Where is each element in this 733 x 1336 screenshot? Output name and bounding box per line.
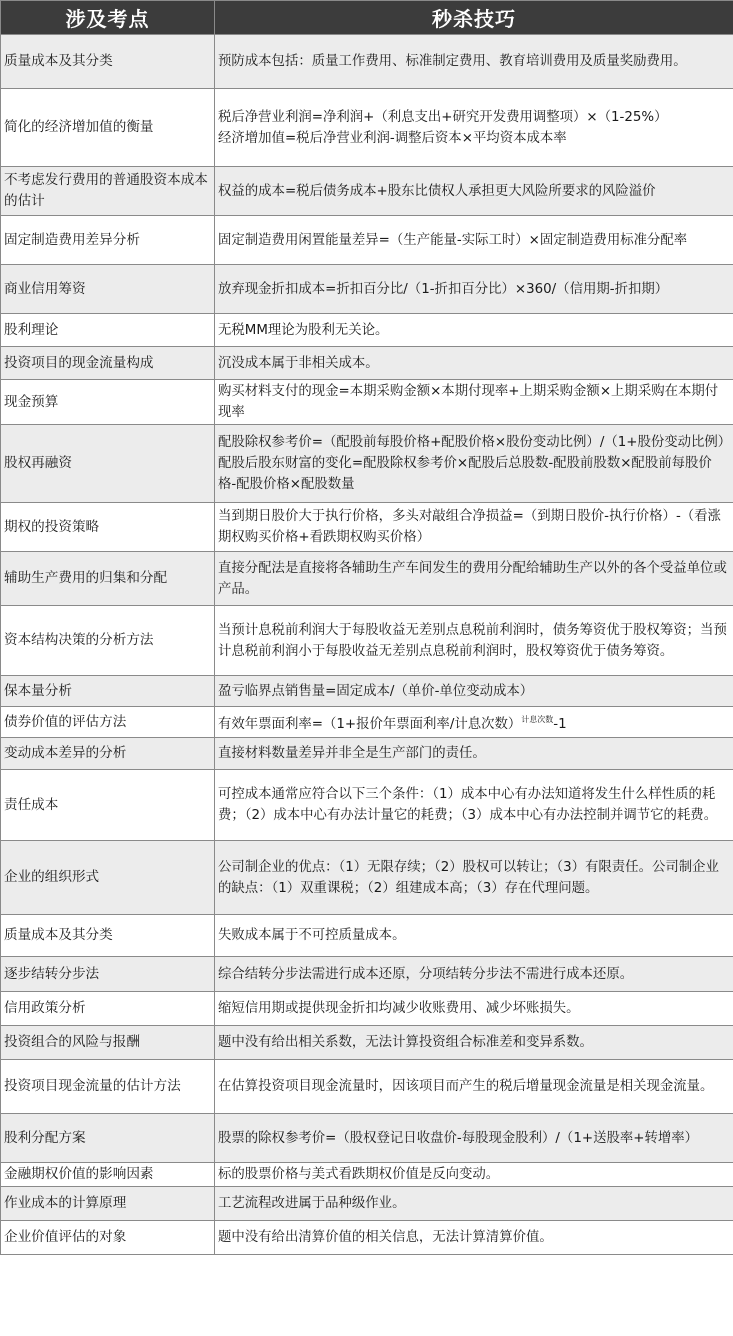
topic-cell: 责任成本 <box>1 770 215 841</box>
table-row <box>1 347 733 380</box>
tip-cell <box>215 1114 733 1163</box>
topic-cell: 企业的组织形式 <box>1 841 215 915</box>
topic-cell: 股权再融资 <box>1 425 215 503</box>
topic-cell: 作业成本的计算原理 <box>1 1187 215 1221</box>
table-row <box>1 606 733 676</box>
tip-line: 无税MM理论为股利无关论。 <box>218 322 389 338</box>
tip-line: 工艺流程改进属于品种级作业。 <box>218 1196 406 1211</box>
tip-line: 题中没有给出清算价值的相关信息，无法计算清算价值。 <box>218 1230 553 1245</box>
table-row <box>1 915 733 957</box>
tip-formula: 有效年票面利率=（1+报价年票面利率/计息次数） <box>218 717 522 732</box>
topic-cell: 现金预算 <box>1 380 215 425</box>
tip-line: 失败成本属于不可控质量成本。 <box>218 928 406 943</box>
table-row <box>1 89 733 167</box>
table-row <box>1 770 733 841</box>
tip-line <box>218 709 729 735</box>
tip-cell <box>215 841 733 915</box>
topic-cell: 质量成本及其分类 <box>1 915 215 957</box>
topic-cell: 债券价值的评估方法 <box>1 707 215 738</box>
tip-cell <box>215 265 733 314</box>
table-row <box>1 35 733 89</box>
topic-cell: 保本量分析 <box>1 676 215 707</box>
table-row <box>1 841 733 915</box>
tip-cell <box>215 503 733 552</box>
table-row <box>1 1163 733 1187</box>
tip-cell <box>215 347 733 380</box>
tip-cell <box>215 552 733 606</box>
tip-cell <box>215 35 733 89</box>
table-row <box>1 503 733 552</box>
topic-cell: 信用政策分析 <box>1 992 215 1026</box>
tip-cell <box>215 1187 733 1221</box>
tip-line: 标的股票价格与美式看跌期权价值是反向变动。 <box>218 1167 500 1182</box>
tip-line: 权益的成本=税后债务成本+股东比债权人承担更大风险所要求的风险溢价 <box>218 183 656 199</box>
tip-line: 配股后股东财富的变化=配股除权参考价×配股后总股数-配股前股数×配股前每股价格-配股价格×配股数量 <box>218 456 712 492</box>
tip-line: 股票的除权参考价=（股权登记日收盘价-每股现金股利）/（1+送股率+转增率） <box>218 1130 699 1146</box>
table-row <box>1 265 733 314</box>
topic-cell: 逐步结转分步法 <box>1 957 215 992</box>
table-row <box>1 425 733 503</box>
table-row <box>1 380 733 425</box>
header-row <box>1 1 733 35</box>
table-row <box>1 707 733 738</box>
topic-cell: 简化的经济增加值的衡量 <box>1 89 215 167</box>
topic-cell: 不考虑发行费用的普通股资本成本的估计 <box>1 167 215 216</box>
tip-line: 购买材料支付的现金=本期采购金额×本期付现率+上期采购金额×上期采购在本期付现率 <box>218 384 719 420</box>
topic-cell: 投资项目的现金流量构成 <box>1 347 215 380</box>
tip-line: 公司制企业的优点：（1）无限存续；（2）股权可以转让；（3）有限责任。公司制企业的缺点：（1）双重课税；（2）组建成本高；（3）存在代理问题。 <box>218 859 719 896</box>
tip-cell <box>215 707 733 738</box>
tip-line: 缩短信用期或提供现金折扣均减少收账费用、减少坏账损失。 <box>218 1001 580 1016</box>
tip-cell <box>215 314 733 347</box>
topic-cell: 股利理论 <box>1 314 215 347</box>
topic-cell: 资本结构决策的分析方法 <box>1 606 215 676</box>
tip-line: 盈亏临界点销售量=固定成本/（单价-单位变动成本） <box>218 683 534 699</box>
topic-cell: 期权的投资策略 <box>1 503 215 552</box>
header-topic: 涉及考点 <box>1 1 215 35</box>
table-row <box>1 216 733 265</box>
table-row <box>1 992 733 1026</box>
tip-cell <box>215 167 733 216</box>
table-row <box>1 1187 733 1221</box>
tip-cell <box>215 606 733 676</box>
topic-cell: 金融期权价值的影响因素 <box>1 1163 215 1187</box>
tip-line: 当预计息税前利润大于每股收益无差别点息税前利润时，债务筹资优于股权筹资；当预计息税前利润小于每股收益无差别点息税前利润时，股权筹资优于债务筹资。 <box>218 622 727 659</box>
table-row <box>1 676 733 707</box>
tip-exponent: 计息次数 <box>521 715 554 724</box>
topic-cell: 辅助生产费用的归集和分配 <box>1 552 215 606</box>
tip-line: 在估算投资项目现金流量时，因该项目而产生的税后增量现金流量是相关现金流量。 <box>218 1079 714 1094</box>
topic-cell: 企业价值评估的对象 <box>1 1221 215 1255</box>
tip-cell <box>215 380 733 425</box>
tip-cell <box>215 770 733 841</box>
tip-line: 沉没成本属于非相关成本。 <box>218 355 379 371</box>
tip-line: 税后净营业利润=净利润+（利息支出+研究开发费用调整项）×（1-25%） <box>218 109 668 125</box>
table-body <box>1 35 733 1255</box>
tip-line: 可控成本通常应符合以下三个条件：（1）成本中心有办法知道将发生什么样性质的耗费；（2）成本中心有办法计量它的耗费；（3）成本中心有办法控制并调节它的耗费。 <box>218 787 718 823</box>
tip-line: 放弃现金折扣成本=折扣百分比/（1-折扣百分比）×360/（信用期-折扣期） <box>218 281 669 297</box>
topic-cell: 质量成本及其分类 <box>1 35 215 89</box>
tip-cell <box>215 1163 733 1187</box>
topic-cell: 变动成本差异的分析 <box>1 738 215 770</box>
tip-cell <box>215 425 733 503</box>
table-row <box>1 167 733 216</box>
table-row <box>1 1060 733 1114</box>
tip-line: 经济增加值=税后净营业利润-调整后资本×平均资本成本率 <box>218 130 567 146</box>
tip-cell <box>215 915 733 957</box>
tip-cell <box>215 89 733 167</box>
tip-tail: -1 <box>553 717 567 732</box>
tip-cell <box>215 992 733 1026</box>
table-row <box>1 552 733 606</box>
tip-cell <box>215 676 733 707</box>
table-row <box>1 1114 733 1163</box>
tip-cell <box>215 216 733 265</box>
tip-line: 固定制造费用闲置能量差异=（生产能量-实际工时）×固定制造费用标准分配率 <box>218 232 688 248</box>
tip-line: 预防成本包括：质量工作费用、标准制定费用、教育培训费用及质量奖励费用。 <box>218 54 687 69</box>
topic-cell: 投资组合的风险与报酬 <box>1 1026 215 1060</box>
tip-line: 题中没有给出相关系数，无法计算投资组合标准差和变异系数。 <box>218 1035 593 1050</box>
tip-cell <box>215 738 733 770</box>
tip-cell <box>215 1026 733 1060</box>
table-row <box>1 738 733 770</box>
tip-line: 综合结转分步法需进行成本还原，分项结转分步法不需进行成本还原。 <box>218 966 634 982</box>
tip-cell <box>215 1060 733 1114</box>
table-row <box>1 314 733 347</box>
tip-line: 直接材料数量差异并非全是生产部门的责任。 <box>218 746 486 761</box>
topic-cell: 股利分配方案 <box>1 1114 215 1163</box>
table-row <box>1 957 733 992</box>
tip-line: 当到期日股价大于执行价格，多头对敲组合净损益=（到期日股价-执行价格）-（看涨期权购买价格+看跌期权购买价格） <box>218 509 721 545</box>
tip-line: 配股除权参考价=（配股前每股价格+配股价格×股份变动比例）/（1+股份变动比例） <box>218 435 732 450</box>
topic-cell: 投资项目现金流量的估计方法 <box>1 1060 215 1114</box>
tip-line: 直接分配法是直接将各辅助生产车间发生的费用分配给辅助生产以外的各个受益单位或产品。 <box>218 560 727 597</box>
tip-cell <box>215 957 733 992</box>
tip-cell <box>215 1221 733 1255</box>
table-row <box>1 1221 733 1255</box>
topic-cell: 商业信用筹资 <box>1 265 215 314</box>
header-tips: 秒杀技巧 <box>215 1 733 35</box>
table-row <box>1 1026 733 1060</box>
topic-cell: 固定制造费用差异分析 <box>1 216 215 265</box>
